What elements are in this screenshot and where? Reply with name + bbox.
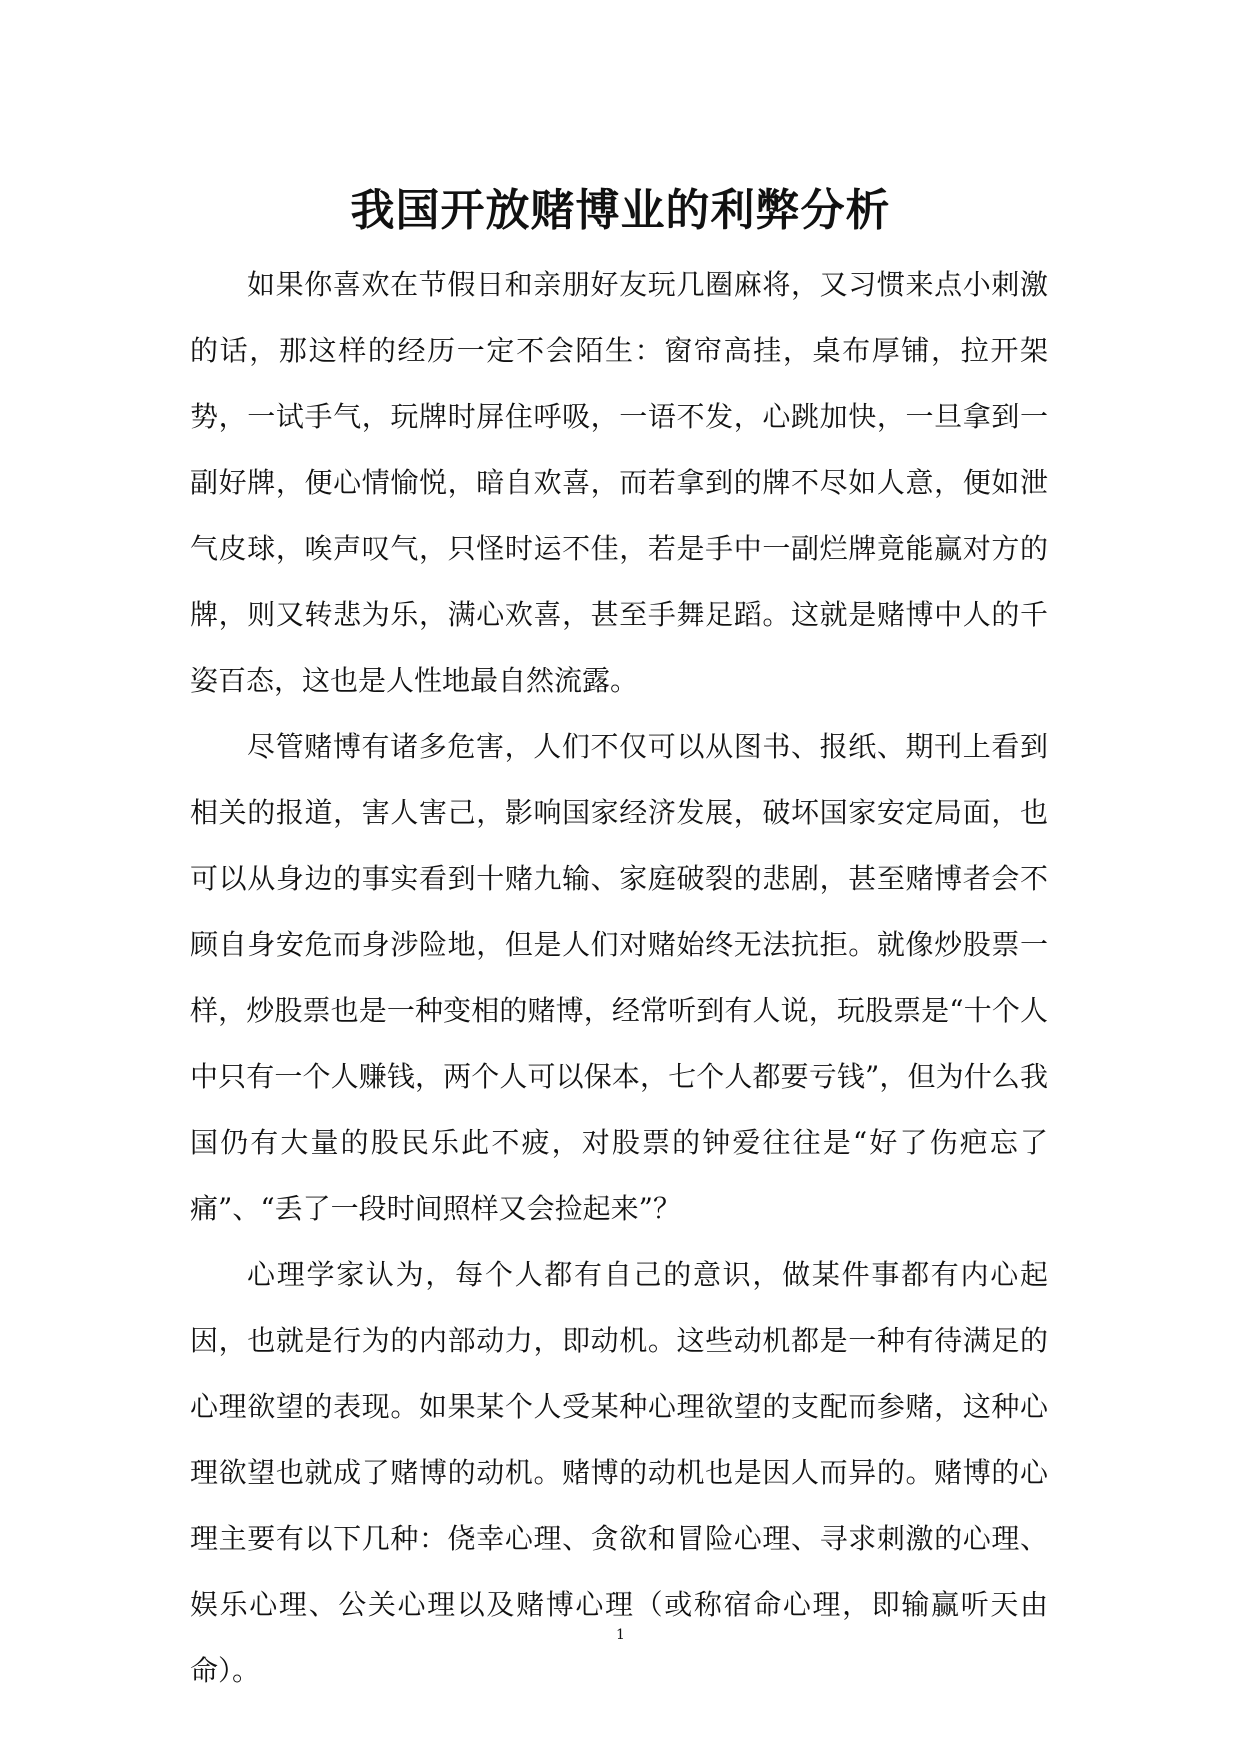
paragraph-1: 如果你喜欢在节假日和亲朋好友玩几圈麻将，又习惯来点小刺激的话，那这样的经历一定不会陌生：窗帘高挂，桌布厚铺，拉开架势，一试手气，玩牌时屏住呼吸，一语不发，心跳加快，一旦拿到一副好牌，便心情愉悦，暗自欢喜，而若拿到的牌不尽如人意，便如泄气皮球，唉声叹气，只怪时运不佳，若是手中一副烂牌竟能赢对方的牌，则又转悲为乐，满心欢喜，甚至手舞足蹈。这就是赌博中人的千姿百态，这也是人性地最自然流露。 bbox=[190, 268, 1048, 697]
paragraph-3: 心理学家认为，每个人都有自己的意识，做某件事都有内心起因，也就是行为的内部动力，即动机。这些动机都是一种有待满足的心理欲望的表现。如果某个人受某种心理欲望的支配而参赌，这种心理欲望也就成了赌博的动机。赌博的动机也是因人而异的。赌博的心理主要有以下几种：侥幸心理、贪欲和冒险心理、寻求刺激的心理、娱乐心理、公关心理以及赌博心理（或称宿命心理，即输赢听天由命）。 bbox=[190, 1258, 1048, 1687]
paragraph-2: 尽管赌博有诸多危害，人们不仅可以从图书、报纸、期刊上看到相关的报道，害人害己，影响国家经济发展，破坏国家安定局面，也可以从身边的事实看到十赌九输、家庭破裂的悲剧，甚至赌博者会不顾自身安危而身涉险地，但是人们对赌始终无法抗拒。就像炒股票一样，炒股票也是一种变相的赌博，经常听到有人说，玩股票是“十个人中只有一个人赚钱，两个人可以保本，七个人都要亏钱”，但为什么我国仍有大量的股民乐此不疲，对股票的钟爱往往是“好了伤疤忘了痛”、“丢了一段时间照样又会捡起来”？ bbox=[190, 730, 1048, 1225]
document-body bbox=[190, 252, 1048, 1704]
document-title: 我国开放赌博业的利弊分析 bbox=[350, 185, 891, 237]
page-number: 1 bbox=[616, 1627, 625, 1643]
